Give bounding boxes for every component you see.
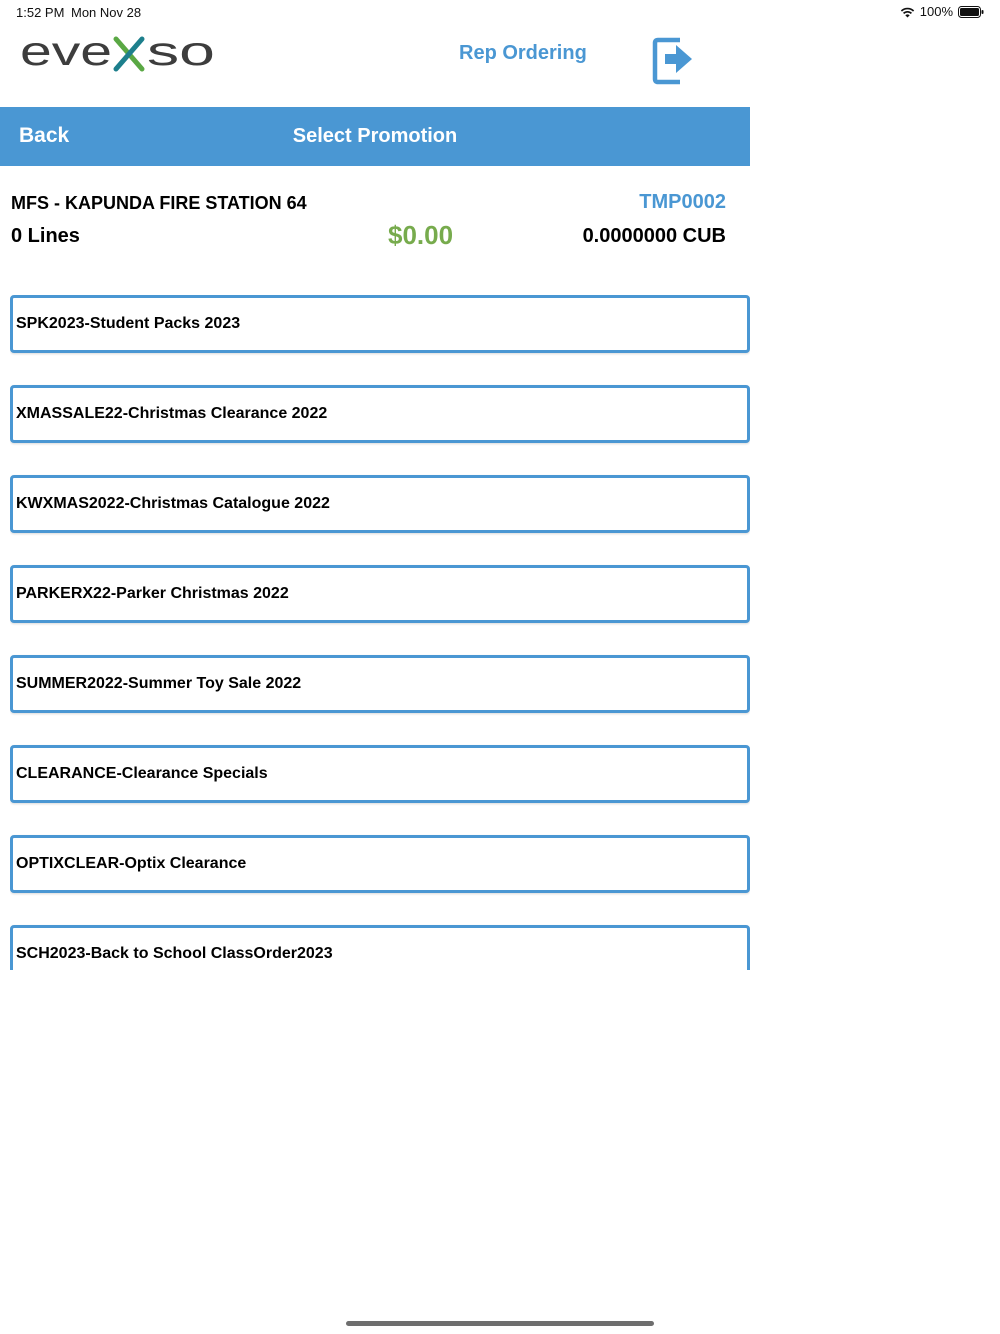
order-total: $0.00 — [388, 220, 454, 250]
promotion-item[interactable] — [10, 565, 750, 623]
lines-count: 0 Lines — [11, 225, 80, 247]
logo-x-mark — [116, 39, 142, 69]
logout-icon[interactable] — [652, 32, 696, 86]
nav-title: Select Promotion — [292, 125, 458, 147]
nav-bar — [0, 107, 750, 166]
svg-text:so: so — [147, 33, 215, 73]
wifi-icon — [900, 6, 915, 18]
promotion-label: CLEARANCE-Clearance Specials — [16, 765, 268, 782]
promotion-label: PARKERX22-Parker Christmas 2022 — [16, 585, 289, 602]
promotion-label: OPTIXCLEAR-Optix Clearance — [16, 855, 247, 872]
order-code: TMP0002 — [639, 191, 726, 213]
order-cube: 0.0000000 CUB — [582, 225, 726, 247]
battery-percent: 100% — [919, 4, 953, 19]
promotion-item[interactable] — [10, 295, 750, 353]
customer-name: MFS - KAPUNDA FIRE STATION 64 — [11, 193, 307, 213]
app-title: Rep Ordering — [459, 42, 587, 64]
home-indicator[interactable] — [346, 1321, 654, 1326]
promotion-label: SUMMER2022-Summer Toy Sale 2022 — [16, 675, 302, 692]
back-button[interactable]: Back — [19, 124, 70, 147]
promotion-item[interactable] — [10, 385, 750, 443]
status-date: Mon Nov 28 — [71, 5, 142, 20]
promotion-label: KWXMAS2022-Christmas Catalogue 2022 — [16, 495, 330, 512]
promotion-item[interactable] — [10, 925, 750, 970]
promotion-item[interactable] — [10, 655, 750, 713]
status-bar — [0, 0, 1000, 24]
promotion-label: XMASSALE22-Christmas Clearance 2022 — [16, 405, 328, 422]
promotion-item[interactable] — [10, 745, 750, 803]
promotion-item[interactable] — [10, 835, 750, 893]
promotion-label: SPK2023-Student Packs 2023 — [16, 315, 241, 332]
status-time: 1:52 PM — [16, 5, 65, 20]
status-right — [900, 4, 984, 19]
promotion-item[interactable] — [10, 475, 750, 533]
promotion-list[interactable] — [10, 295, 750, 970]
evexso-logo — [20, 33, 216, 73]
battery-icon — [958, 6, 984, 18]
promotion-label: SCH2023-Back to School ClassOrder2023 — [16, 945, 333, 962]
svg-text:eve: eve — [20, 33, 112, 73]
